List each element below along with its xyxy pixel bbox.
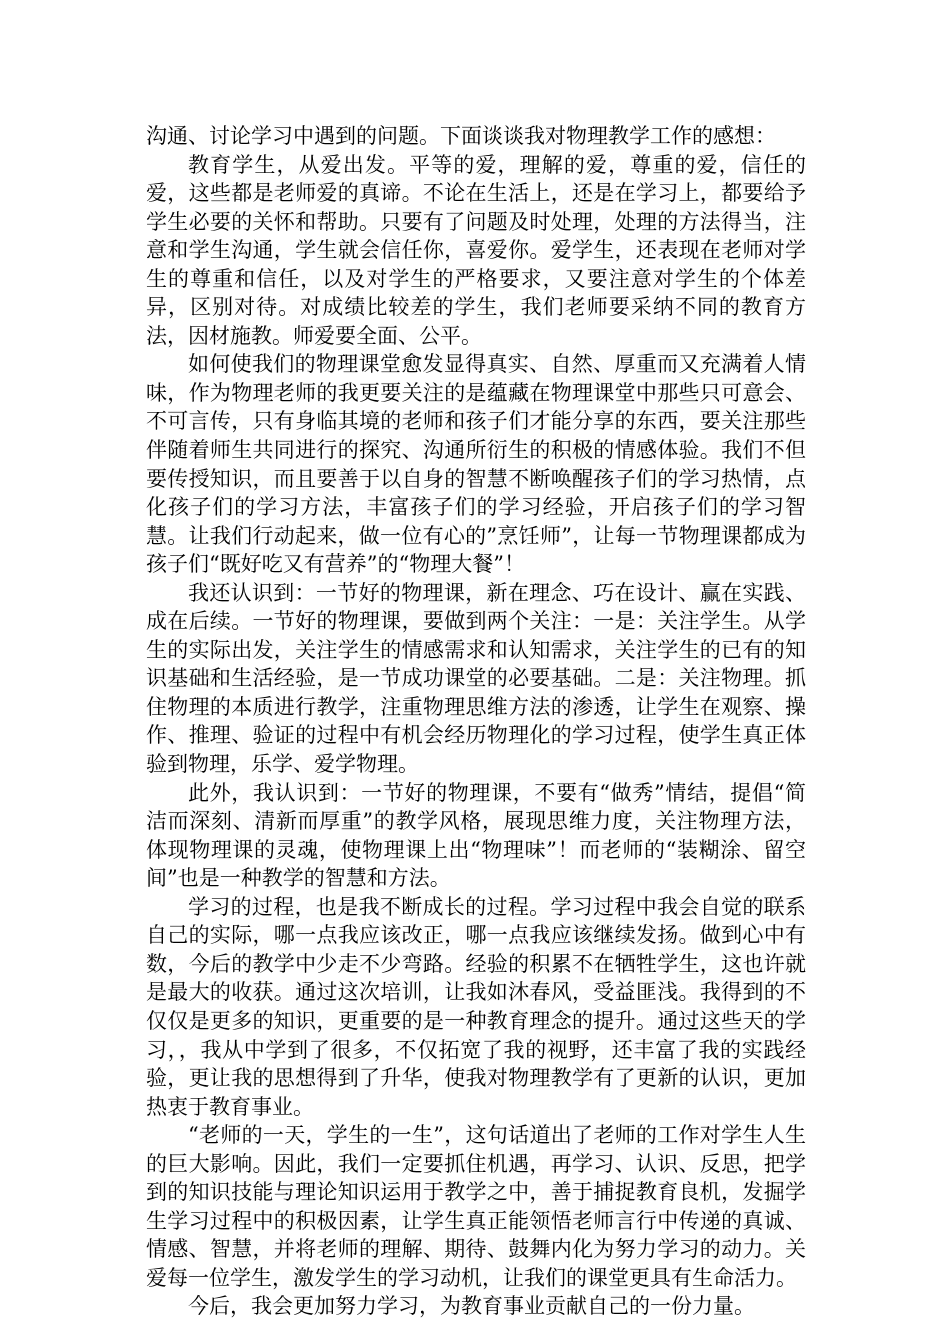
paragraph-good-lesson: 我还认识到：一节好的物理课，新在理念、巧在设计、赢在实践、成在后续。一节好的物理课，要做到两个关注：一是：关注学生。从学生的实际出发，关注学生的情感需求和认知需求，关注学生的已有的知识基础和生活经验，是一节成功课堂的必要基础。二是：关注物理。抓住物理的本质进行教学，注重物理思维方法的渗透，让学生在观察、操作、推理、验证的过程中有机会经历物理化的学习过程，使学生真正体验到物理，乐学、爱学物理。 (146, 580, 806, 777)
paragraph-love-students: 教育学生，从爱出发。平等的爱，理解的爱，尊重的爱，信任的爱，这些都是老师爱的真谛。不论在生活上，还是在学习上，都要给予学生必要的关怀和帮助。只要有了问题及时处理，处理的方法得当，注意和学生沟通，学生就会信任你，喜爱你。爱学生，还表现在老师对学生的尊重和信任，以及对学生的严格要求，又要注意对学生的个体差异，区别对待。对成绩比较差的学生，我们老师要采纳不同的教育方法，因材施教。师爱要全面、公平。 (146, 152, 806, 348)
paragraph-teacher-impact: “老师的一天，学生的一生”，这句话道出了老师的工作对学生人生的巨大影响。因此，我们一定要抓住机遇，再学习、认识、反思，把学到的知识技能与理论知识运用于教学之中，善于捕捉教育良机，发掘学生学习过程中的积极因素，让学生真正能领悟老师言行中传递的真诚、情感、智慧，并将老师的理解、期待、鼓舞内化为努力学习的动力。关爱每一位学生，激发学生的学习动机，让我们的课堂更具有生命活力。 (146, 1123, 806, 1290)
paragraph-classroom-warmth: 如何使我们的物理课堂愈发显得真实、自然、厚重而又充满着人情味，作为物理老师的我更要关注的是蕴藏在物理课堂中那些只可意会、不可言传，只有身临其境的老师和孩子们才能分享的东西，要关注那些伴随着师生共同进行的探究、沟通所衍生的积极的情感体验。我们不但要传授知识，而且要善于以自身的智慧不断唤醒孩子们的学习热情，点化孩子们的学习方法，丰富孩子们的学习经验，开启孩子们的学习智慧。让我们行动起来，做一位有心的”烹饪师”，让每一节物理课都成为孩子们“既好吃又有营养”的“物理大餐”！ (146, 352, 806, 577)
paragraph-conclusion: 今后，我会更加努力学习，为教育事业贡献自己的一份力量。 (188, 1294, 755, 1319)
paragraph-continuation: 沟通、讨论学习中遇到的问题。下面谈谈我对物理教学工作的感想： (146, 124, 776, 148)
paragraph-teaching-style: 此外，我认识到：一节好的物理课，不要有“做秀”情结，提倡“简洁而深刻、清新而厚重”的教学风格，展现思维力度，关注物理方法，体现物理课的灵魂，使物理课上出“物理味”！而老师的“装糊涂、留空间”也是一种教学的智慧和方法。 (146, 780, 806, 891)
paragraph-learning-growth: 学习的过程，也是我不断成长的过程。学习过程中我会自觉的联系自己的实际，哪一点我应该改正，哪一点我应该继续发扬。做到心中有数，今后的教学中少走不少弯路。经验的积累不在牺牲学生，这也许就是最大的收获。通过这次培训，让我如沐春风，受益匪浅。我得到的不仅仅是更多的知识，更重要的是一种教育理念的提升。通过这些天的学习，，我从中学到了很多，不仅拓宽了我的视野，还丰富了我的实践经验，更让我的思想得到了升华，使我对物理教学有了更新的认识，更加热衷于教育事业。 (146, 894, 806, 1119)
document-body (146, 122, 806, 1321)
